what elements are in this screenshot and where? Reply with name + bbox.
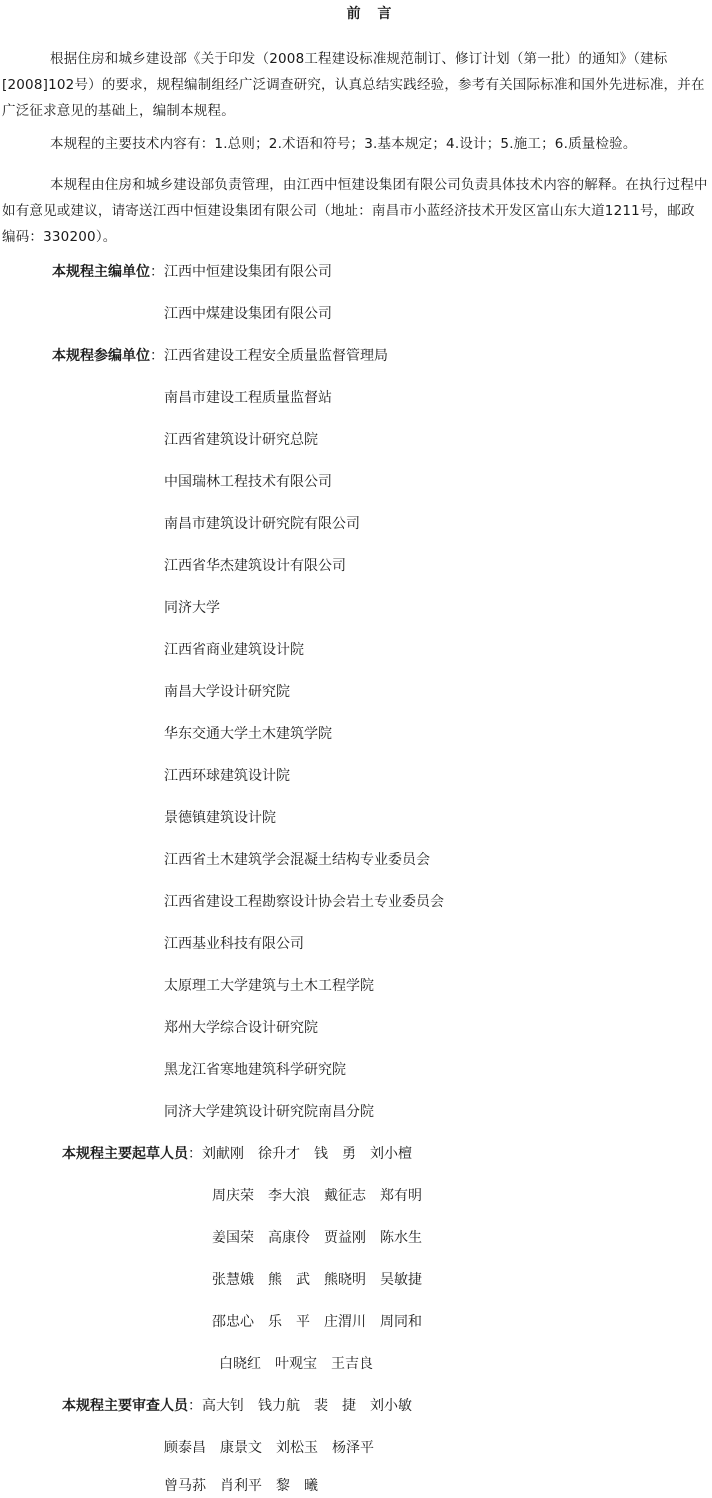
participating-unit-item: 同济大学建筑设计研究院南昌分院	[164, 1104, 374, 1120]
intro-paragraph-2: 本规程的主要技术内容有：1.总则；2.术语和符号；3.基本规定；4.设计；5.施工；6.质量检验。	[50, 136, 637, 152]
reviewers-row-1	[62, 1395, 426, 1417]
participating-unit-item: 江西省建筑设计研究总院	[164, 432, 318, 448]
participating-unit-item: 江西环球建筑设计院	[164, 768, 290, 784]
person-name: 曾马荪	[164, 1478, 206, 1494]
participating-unit-item: 江西省土木建筑学会混凝土结构专业委员会	[164, 852, 430, 868]
person-name: 熊 武	[268, 1272, 310, 1288]
drafters-row-1	[62, 1143, 426, 1165]
reviewers-names	[202, 1398, 426, 1414]
reviewers-label: 本规程主要审查人员	[62, 1398, 188, 1414]
person-name: 戴征志	[324, 1188, 366, 1204]
drafters-row-6	[219, 1353, 387, 1375]
person-name: 周庆荣	[212, 1188, 254, 1204]
drafters-row-3	[212, 1227, 436, 1249]
drafters-names	[202, 1146, 426, 1162]
participating-unit-item: 南昌市建筑设计研究院有限公司	[164, 516, 360, 532]
person-name: 肖利平	[220, 1478, 262, 1494]
person-name: 钱 勇	[314, 1146, 356, 1162]
person-name: 刘小檀	[370, 1146, 412, 1162]
intro-paragraph-3: 本规程由住房和城乡建设部负责管理，由江西中恒建设集团有限公司负责具体技术内容的解释。在执行过程中如有意见或建议，请寄送江西中恒建设集团有限公司（地址：南昌市小蓝经济技术开发区富山东大道1211号，邮政编码：330200）。	[2, 177, 708, 245]
person-name: 高大钊	[202, 1398, 244, 1414]
participating-unit-item: 太原理工大学建筑与土木工程学院	[164, 978, 374, 994]
participating-unit-item: 江西省华杰建筑设计有限公司	[164, 558, 346, 574]
person-name: 熊晓明	[324, 1272, 366, 1288]
participating-unit-item: 华东交通大学土木建筑学院	[164, 726, 332, 742]
chief-units-separator: ：	[150, 264, 164, 280]
participating-unit-item: 景德镇建筑设计院	[164, 810, 276, 826]
participating-units-separator: ：	[150, 348, 164, 364]
person-name: 康景文	[220, 1440, 262, 1456]
chief-units-label: 本规程主编单位	[52, 264, 150, 280]
person-name: 乐 平	[268, 1314, 310, 1330]
reviewers-row-2	[164, 1437, 388, 1459]
participating-unit-item: 江西省建设工程安全质量监督管理局	[164, 348, 388, 364]
participating-unit-item: 江西省商业建筑设计院	[164, 642, 304, 658]
person-name: 吴敏捷	[380, 1272, 422, 1288]
participating-unit-item: 江西基业科技有限公司	[164, 936, 304, 952]
participating-unit-item: 南昌市建设工程质量监督站	[164, 390, 332, 406]
participating-unit-item: 南昌大学设计研究院	[164, 684, 290, 700]
person-name: 李大浪	[268, 1188, 310, 1204]
drafters-separator: ：	[188, 1146, 202, 1162]
drafters-row-4	[212, 1269, 436, 1291]
person-name: 杨泽平	[332, 1440, 374, 1456]
person-name: 黎 曦	[276, 1478, 318, 1494]
person-name: 周同和	[380, 1314, 422, 1330]
person-name: 白晓红	[219, 1356, 261, 1372]
person-name: 顾泰昌	[164, 1440, 206, 1456]
person-name: 姜国荣	[212, 1230, 254, 1246]
intro-paragraph-1: 根据住房和城乡建设部《关于印发（2008工程建设标准规范制订、修订计划（第一批）的通知》（建标[2008]102号）的要求，规程编制组经广泛调查研究，认真总结实践经验，参考有关国际标准和国外先进标准，并在广泛征求意见的基础上，编制本规程。	[2, 51, 705, 119]
drafters-row-2	[212, 1185, 436, 1207]
person-name: 王吉良	[331, 1356, 373, 1372]
participating-units-row-1	[52, 345, 388, 367]
person-name: 刘献刚	[202, 1146, 244, 1162]
chief-units-row-1	[52, 261, 332, 283]
participating-unit-item: 中国瑞林工程技术有限公司	[164, 474, 332, 490]
person-name: 钱力航	[258, 1398, 300, 1414]
participating-unit-item: 江西省建设工程勘察设计协会岩土专业委员会	[164, 894, 444, 910]
participating-unit-item: 郑州大学综合设计研究院	[164, 1020, 318, 1036]
page-title: 前 言	[346, 6, 398, 22]
person-name: 贾益刚	[324, 1230, 366, 1246]
person-name: 裴 捷	[314, 1398, 356, 1414]
chief-unit-item: 江西中恒建设集团有限公司	[164, 264, 332, 280]
reviewers-separator: ：	[188, 1398, 202, 1414]
person-name: 高康伶	[268, 1230, 310, 1246]
person-name: 陈水生	[380, 1230, 422, 1246]
chief-unit-item: 江西中煤建设集团有限公司	[164, 306, 332, 322]
person-name: 邵忠心	[212, 1314, 254, 1330]
reviewers-row-3	[164, 1475, 332, 1497]
participating-unit-item: 黑龙江省寒地建筑科学研究院	[164, 1062, 346, 1078]
person-name: 徐升才	[258, 1146, 300, 1162]
person-name: 郑有明	[380, 1188, 422, 1204]
person-name: 刘小敏	[370, 1398, 412, 1414]
drafters-row-5	[212, 1311, 436, 1333]
person-name: 庄渭川	[324, 1314, 366, 1330]
participating-unit-item: 同济大学	[164, 600, 220, 616]
person-name: 张慧娥	[212, 1272, 254, 1288]
participating-units-label: 本规程参编单位	[52, 348, 150, 364]
person-name: 叶观宝	[275, 1356, 317, 1372]
person-name: 刘松玉	[276, 1440, 318, 1456]
drafters-label: 本规程主要起草人员	[62, 1146, 188, 1162]
